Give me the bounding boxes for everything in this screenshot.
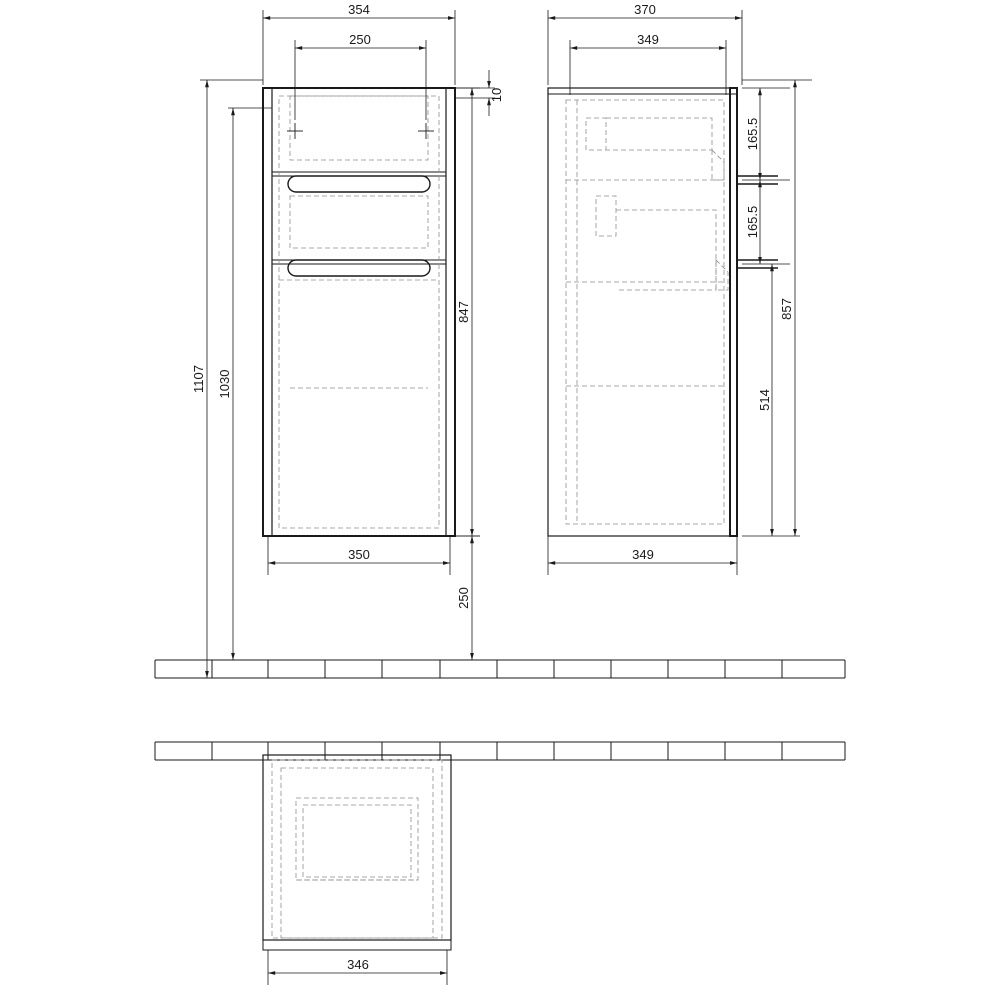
dim-side-door-height: 514	[757, 389, 772, 411]
side-view-dimensions	[548, 10, 812, 575]
dim-side-overall-depth: 370	[634, 2, 656, 17]
dim-front-body-height: 847	[456, 301, 471, 323]
dim-front-top-gap: 10	[489, 87, 504, 103]
dim-front-base-width: 350	[348, 547, 370, 562]
dim-front-height-to-floor: 1030	[217, 369, 232, 399]
dim-front-total-height: 1107	[191, 365, 206, 393]
dim-side-inner-depth: 349	[637, 32, 659, 47]
dim-side-base-depth: 349	[632, 547, 654, 562]
dim-side-total-height: 857	[779, 298, 794, 320]
dim-front-drawer-width: 250	[349, 32, 371, 47]
dim-side-drawer1-height: 165.5	[745, 117, 760, 151]
dim-front-floor-clearance: 250	[456, 587, 471, 609]
dim-top-width: 346	[347, 957, 369, 972]
side-view	[548, 88, 778, 536]
dimension-labels	[191, 2, 794, 972]
dim-side-drawer2-height: 165.5	[745, 205, 760, 239]
front-view-dimensions	[155, 10, 495, 678]
top-view	[155, 742, 845, 950]
dim-front-overall-width: 354	[348, 2, 370, 17]
